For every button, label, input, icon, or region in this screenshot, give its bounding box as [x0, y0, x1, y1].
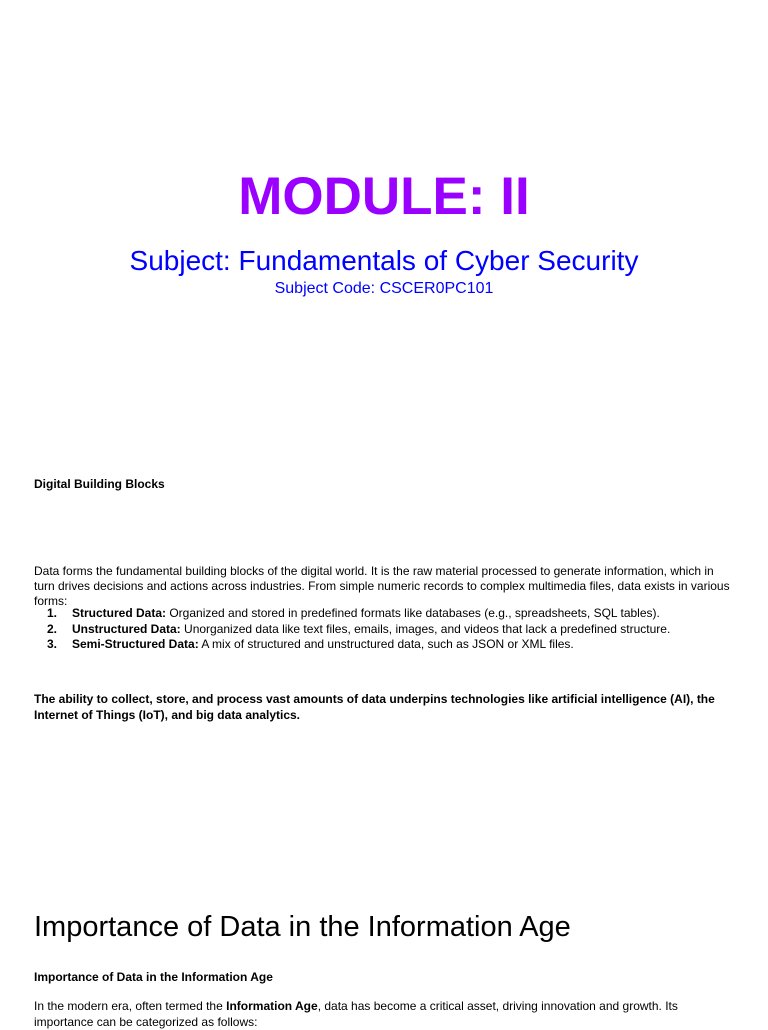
- list-item: [34, 606, 734, 622]
- list-description: Organized and stored in predefined formats like databases (e.g., spreadsheets, SQL tables).: [166, 606, 660, 620]
- information-age-term: Information Age: [226, 999, 318, 1013]
- modern-era-paragraph: [34, 999, 734, 1030]
- paragraph-text: In the modern era, often termed the: [34, 999, 227, 1013]
- module-title: MODULE: II: [238, 167, 530, 226]
- list-description: A mix of structured and unstructured data, such as JSON or XML files.: [198, 637, 574, 651]
- list-number: 3.: [47, 637, 58, 651]
- data-types-list: [34, 606, 734, 653]
- list-term: Semi-Structured Data:: [72, 637, 199, 651]
- section-subheading-importance: Importance of Data in the Information Age: [34, 970, 273, 984]
- section-label-digital-building-blocks: Digital Building Blocks: [34, 477, 165, 491]
- subject-title: Subject: Fundamentals of Cyber Security: [129, 245, 639, 276]
- paragraph-text: , data has become a critical asset, driving innovation and growth. Its importance can be categorized as follows:: [34, 999, 678, 1029]
- list-number: 2.: [47, 621, 58, 636]
- list-item: [34, 622, 734, 638]
- list-item: [34, 637, 734, 653]
- list-number: 1.: [47, 606, 58, 620]
- ability-paragraph: The ability to collect, store, and process vast amounts of data underpins technologies like artificial intelligence (AI), the Internet of Things (IoT), and big data analytics.: [34, 692, 715, 722]
- section-heading-importance: Importance of Data in the Information Age: [34, 911, 571, 943]
- list-term: Structured Data:: [72, 606, 167, 620]
- intro-paragraph: Data forms the fundamental building blocks of the digital world. It is the raw material processed to generate information, which in turn drives decisions and actions across industries. From simple numeric records to complex multimedia files, data exists in various forms:: [34, 564, 730, 608]
- subject-code: Subject Code: CSCER0PC101: [274, 280, 494, 297]
- list-term: Unstructured Data:: [72, 621, 181, 636]
- list-description: Unorganized data like text files, emails, images, and videos that lack a predefined structure.: [180, 621, 671, 636]
